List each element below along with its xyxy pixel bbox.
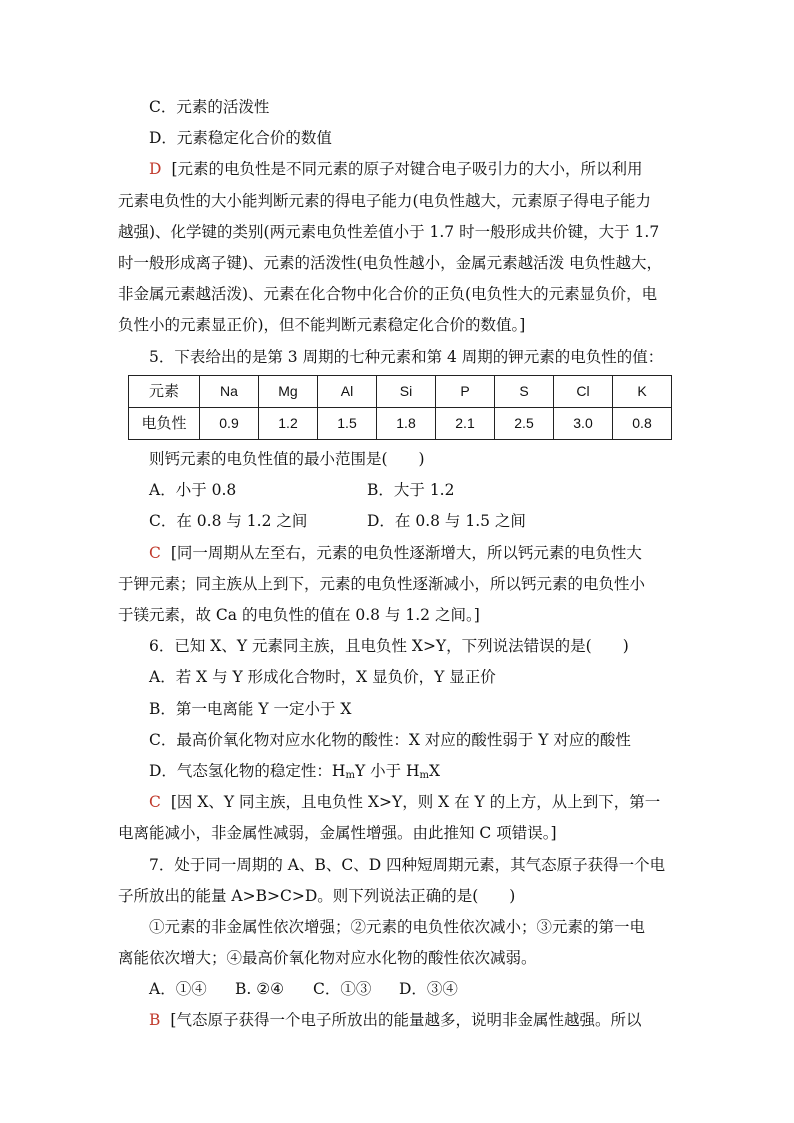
table-row xyxy=(129,375,672,407)
question-6-stem: 6．已知 X、Y 元素同主族，且电负性 X>Y，下列说法错误的是( ) xyxy=(149,637,629,656)
answer-6-line-2: 电离能减小，非金属性减弱，金属性增强。由此推知 C 项错误。] xyxy=(118,824,557,843)
option-b: B．第一电离能 Y 一定小于 X xyxy=(149,699,352,718)
option-a: A．①④ xyxy=(149,980,207,999)
table-cell: Mg xyxy=(259,375,318,407)
option-d: D．元素稳定化合价的数值 xyxy=(149,129,332,148)
answer-7-line-1: B [气态原子获得一个电子所放出的能量越多，说明非金属性越强。所以 xyxy=(149,1011,642,1030)
table-cell: 1.8 xyxy=(377,407,436,439)
table-row xyxy=(129,407,672,439)
question-5-options-ab xyxy=(118,475,678,506)
answer-4-line-2: 元素电负性的大小能判断元素的得电子能力(电负性越大，元素原子得电子能力 xyxy=(118,191,652,210)
question-7-options xyxy=(118,974,678,1005)
table-cell: Al xyxy=(318,375,377,407)
table-header-cell: 电负性 xyxy=(129,407,200,439)
table-cell: 0.9 xyxy=(200,407,259,439)
answer-letter: C xyxy=(149,543,161,562)
answer-4-line-5: 非金属元素越活泼)、元素在化合物中化合价的正负(电负性大的元素显负价，电 xyxy=(118,285,658,304)
option-a: A．小于 0.8 xyxy=(149,481,237,500)
option-d: D．在 0.8 与 1.5 之间 xyxy=(367,512,526,531)
answer-5-line-3: 于镁元素，故 Ca 的电负性的值在 0.8 与 1.2 之间。] xyxy=(118,606,480,625)
answer-5-line-1: C [同一周期从左至右，元素的电负性逐渐增大，所以钙元素的电负性大 xyxy=(149,543,642,562)
table-cell: Na xyxy=(200,375,259,407)
answer-letter: D xyxy=(149,160,162,179)
table-cell: K xyxy=(613,375,672,407)
answer-6-line-1: C [因 X、Y 同主族，且电负性 X>Y，则 X 在 Y 的上方，从上到下，第一 xyxy=(149,793,661,812)
option-d: D．③④ xyxy=(399,980,458,999)
table-cell: 1.2 xyxy=(259,407,318,439)
table-header-cell: 元素 xyxy=(129,375,200,407)
page-content xyxy=(118,92,678,1037)
answer-letter: C xyxy=(149,793,161,812)
question-7-line-1: 7．处于同一周期的 A、B、C、D 四种短周期元素，其气态原子获得一个电 xyxy=(149,855,666,874)
option-c: C．元素的活泼性 xyxy=(149,98,270,116)
answer-4-line-6: 负性小的元素显正价)，但不能判断元素稳定化合价的数值。] xyxy=(118,316,526,335)
table-cell: 2.1 xyxy=(436,407,495,439)
question-5-ask: 则钙元素的电负性值的最小范围是( ) xyxy=(149,450,425,469)
table-cell: P xyxy=(436,375,495,407)
option-c: C．最高价氧化物对应水化物的酸性：X 对应的酸性弱于 Y 对应的酸性 xyxy=(149,730,631,749)
table-cell: Cl xyxy=(554,375,613,407)
option-a: A．若 X 与 Y 形成化合物时，X 显负价，Y 显正价 xyxy=(149,668,496,687)
table-cell: Si xyxy=(377,375,436,407)
option-c: C．①③ xyxy=(313,980,372,999)
option-b: B. ②④ xyxy=(235,980,285,999)
table-cell: S xyxy=(495,375,554,407)
option-c: C．在 0.8 与 1.2 之间 xyxy=(149,512,308,531)
electronegativity-table xyxy=(128,375,672,440)
option-b: B．大于 1.2 xyxy=(367,481,455,500)
table-cell: 3.0 xyxy=(554,407,613,439)
option-d: D．气态氢化物的稳定性：$H_mY$ 小于 $H_mX$ xyxy=(149,761,441,781)
table-cell: 1.5 xyxy=(318,407,377,439)
question-5-options-cd xyxy=(118,506,678,537)
question-7-line-2: 子所放出的能量 A>B>C>D。则下列说法正确的是( ) xyxy=(118,886,516,905)
answer-4-line-4: 时一般形成离子键)、元素的活泼性(电负性越小，金属元素越活泼 电负性越大， xyxy=(118,253,663,272)
question-7-line-3: ①元素的非金属性依次增强；②元素的电负性依次减小；③元素的第一电 xyxy=(149,917,646,936)
answer-letter: B xyxy=(149,1011,161,1030)
answer-4-line-3: 越强)、化学键的类别(两元素电负性差值小于 1.7 时一般形成共价键，大于 1.7 xyxy=(118,222,660,241)
answer-4-line-1: D [元素的电负性是不同元素的原子对键合电子吸引力的大小，所以利用 xyxy=(149,160,643,179)
table-cell: 2.5 xyxy=(495,407,554,439)
question-5-stem: 5．下表给出的是第 3 周期的七种元素和第 4 周期的钾元素的电负性的值： xyxy=(149,347,664,366)
table-cell: 0.8 xyxy=(613,407,672,439)
answer-5-line-2: 于钾元素；同主族从上到下，元素的电负性逐渐减小，所以钙元素的电负性小 xyxy=(118,574,646,593)
question-7-line-4: 离能依次增大；④最高价氧化物对应水化物的酸性依次减弱。 xyxy=(118,949,537,968)
